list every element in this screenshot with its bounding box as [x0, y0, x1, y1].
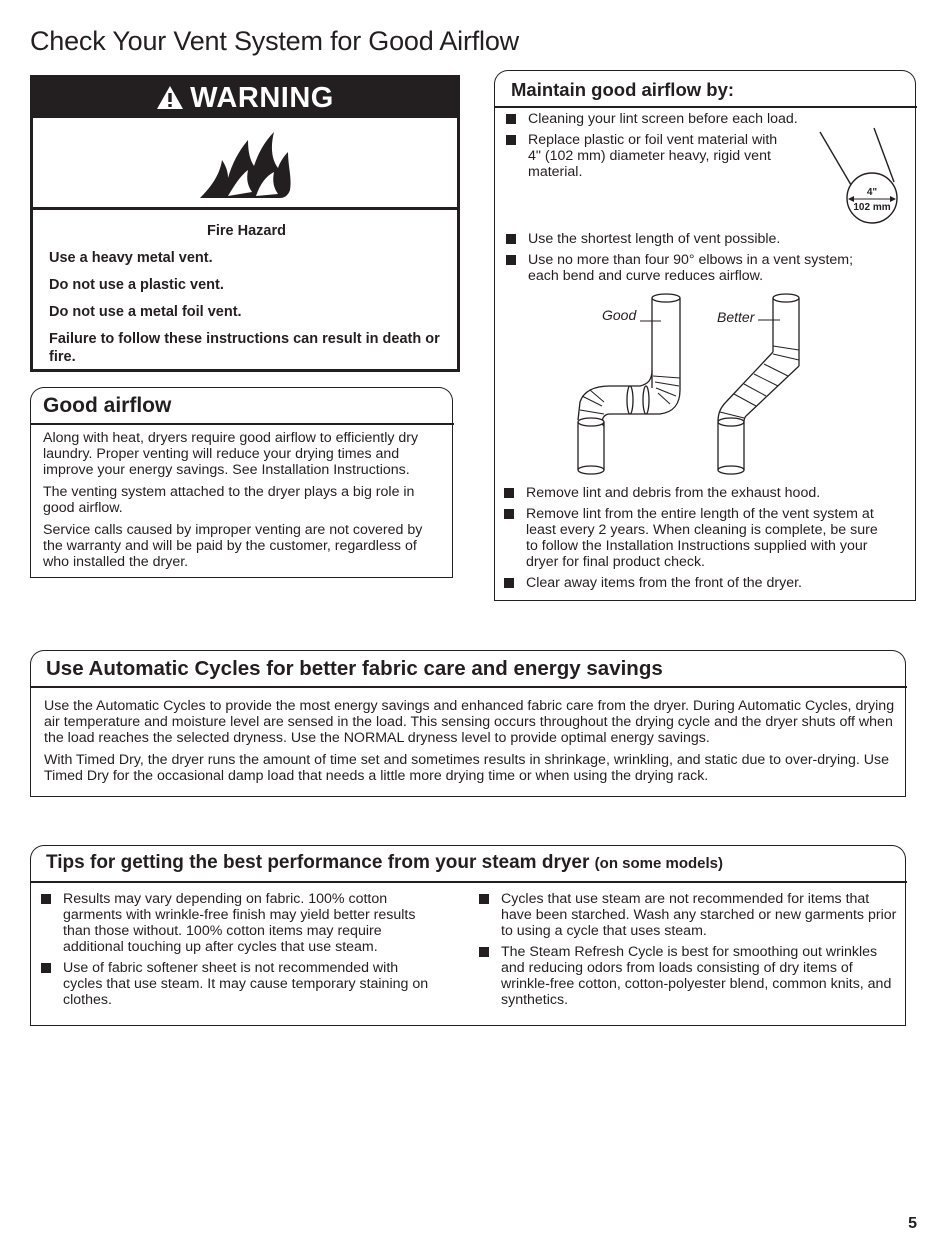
tips-list-right [477, 891, 897, 1013]
list-item: Use of fabric softener sheet is not recommended with cycles that use steam. It may cause temporary staining on clothes. [39, 960, 439, 1008]
warning-hazard-title: Fire Hazard [207, 223, 286, 239]
square-bullet-icon [506, 255, 516, 265]
list-item: Use no more than four 90° elbows in a vent system; each bend and curve reduces airflow. [504, 252, 884, 284]
automatic-text [44, 698, 896, 790]
square-bullet-icon [479, 947, 489, 957]
warning-text [49, 222, 444, 375]
diameter-label-inch: 4" [866, 187, 878, 198]
warning-box [30, 75, 460, 372]
warning-line: Failure to follow these instructions can result in death or fire. [49, 331, 440, 365]
pipe-diameter-diagram [810, 120, 910, 230]
square-bullet-icon [504, 488, 514, 498]
page-title: Check Your Vent System for Good Airflow [30, 26, 519, 56]
list-item: Remove lint and debris from the exhaust hood. [502, 485, 890, 501]
paragraph: Along with heat, dryers require good airflow to efficiently dry laundry. Proper venting will reduce your drying times and improve your energy savings. See Installation Instructions. [43, 430, 419, 478]
warning-line: Do not use a plastic vent. [49, 277, 224, 293]
maintain-title: Maintain good airflow by: [511, 79, 735, 100]
square-bullet-icon [41, 894, 51, 904]
maintain-list-top [504, 111, 804, 185]
vent-elbow-illustration [560, 290, 820, 476]
list-item: Results may vary depending on fabric. 100% cotton garments with wrinkle-free finish may yield better results than those without. 100% cotton items may require additional touching up after cycles that use steam. [39, 891, 439, 955]
paragraph: Service calls caused by improper venting are not covered by the warranty and will be paid by the customer, regardless of who installed the dryer. [43, 522, 423, 570]
tips-list-left [39, 891, 439, 1013]
page-number: 5 [908, 1215, 917, 1232]
warning-title: WARNING [190, 82, 334, 114]
tips-title-main: Tips for getting the best performance from your steam dryer [46, 852, 590, 873]
square-bullet-icon [506, 234, 516, 244]
warning-triangle-icon [156, 85, 184, 110]
list-item: Remove lint from the entire length of the vent system at least every 2 years. When cleaning is complete, be sure to follow the Installation Instructions supplied with your dryer for final product check. [502, 506, 890, 570]
square-bullet-icon [504, 509, 514, 519]
warning-header [33, 78, 457, 118]
good-label: Good [602, 307, 637, 323]
square-bullet-icon [479, 894, 489, 904]
paragraph: The venting system attached to the dryer plays a big role in good airflow. [43, 484, 415, 516]
paragraph: Use the Automatic Cycles to provide the most energy savings and enhanced fabric care from the dryer. During Automatic Cycles, drying air temperature and moisture level are sensed in the load. This sensing occurs throughout the drying cycle and the dryer shuts off when the load reaches the selected dryness. Use the NORMAL dryness level to provide optimal energy savings. [44, 698, 895, 746]
better-label: Better [717, 309, 755, 325]
list-item: Clear away items from the front of the dryer. [502, 575, 890, 591]
list-item: Cycles that use steam are not recommended for items that have been starched. Wash any starched or new garments prior to using a cycle that uses steam. [477, 891, 897, 939]
square-bullet-icon [504, 578, 514, 588]
list-item: Use the shortest length of vent possible. [504, 231, 884, 247]
warning-line: Do not use a metal foil vent. [49, 304, 242, 320]
tips-title-suffix: (on some models) [594, 855, 724, 872]
maintain-list-bottom [502, 485, 890, 596]
list-item: Cleaning your lint screen before each load. [504, 111, 804, 127]
paragraph: With Timed Dry, the dryer runs the amount of time set and sometimes results in shrinkage, wrinkling, and static due to over-drying. Use Timed Dry for the occasional damp load that needs a little more drying time or when using the drying rack. [44, 752, 890, 784]
square-bullet-icon [41, 963, 51, 973]
list-item: The Steam Refresh Cycle is best for smoothing out wrinkles and reducing odors from loads consisting of dry items of wrinkle-free cotton, cotton-polyester blend, common knits, and synthetics. [477, 944, 897, 1008]
good-airflow-title: Good airflow [43, 394, 172, 417]
diameter-label-mm: 102 mm [853, 202, 891, 213]
automatic-title: Use Automatic Cycles for better fabric care and energy savings [46, 657, 663, 680]
square-bullet-icon [506, 114, 516, 124]
tips-title [46, 852, 723, 874]
square-bullet-icon [506, 135, 516, 145]
maintain-list-mid [504, 231, 884, 289]
flame-panel [33, 118, 457, 210]
list-item: Replace plastic or foil vent material with 4" (102 mm) diameter heavy, rigid vent material. [504, 132, 790, 180]
good-airflow-text [43, 430, 445, 576]
flame-icon [198, 126, 294, 200]
warning-line: Use a heavy metal vent. [49, 250, 213, 266]
